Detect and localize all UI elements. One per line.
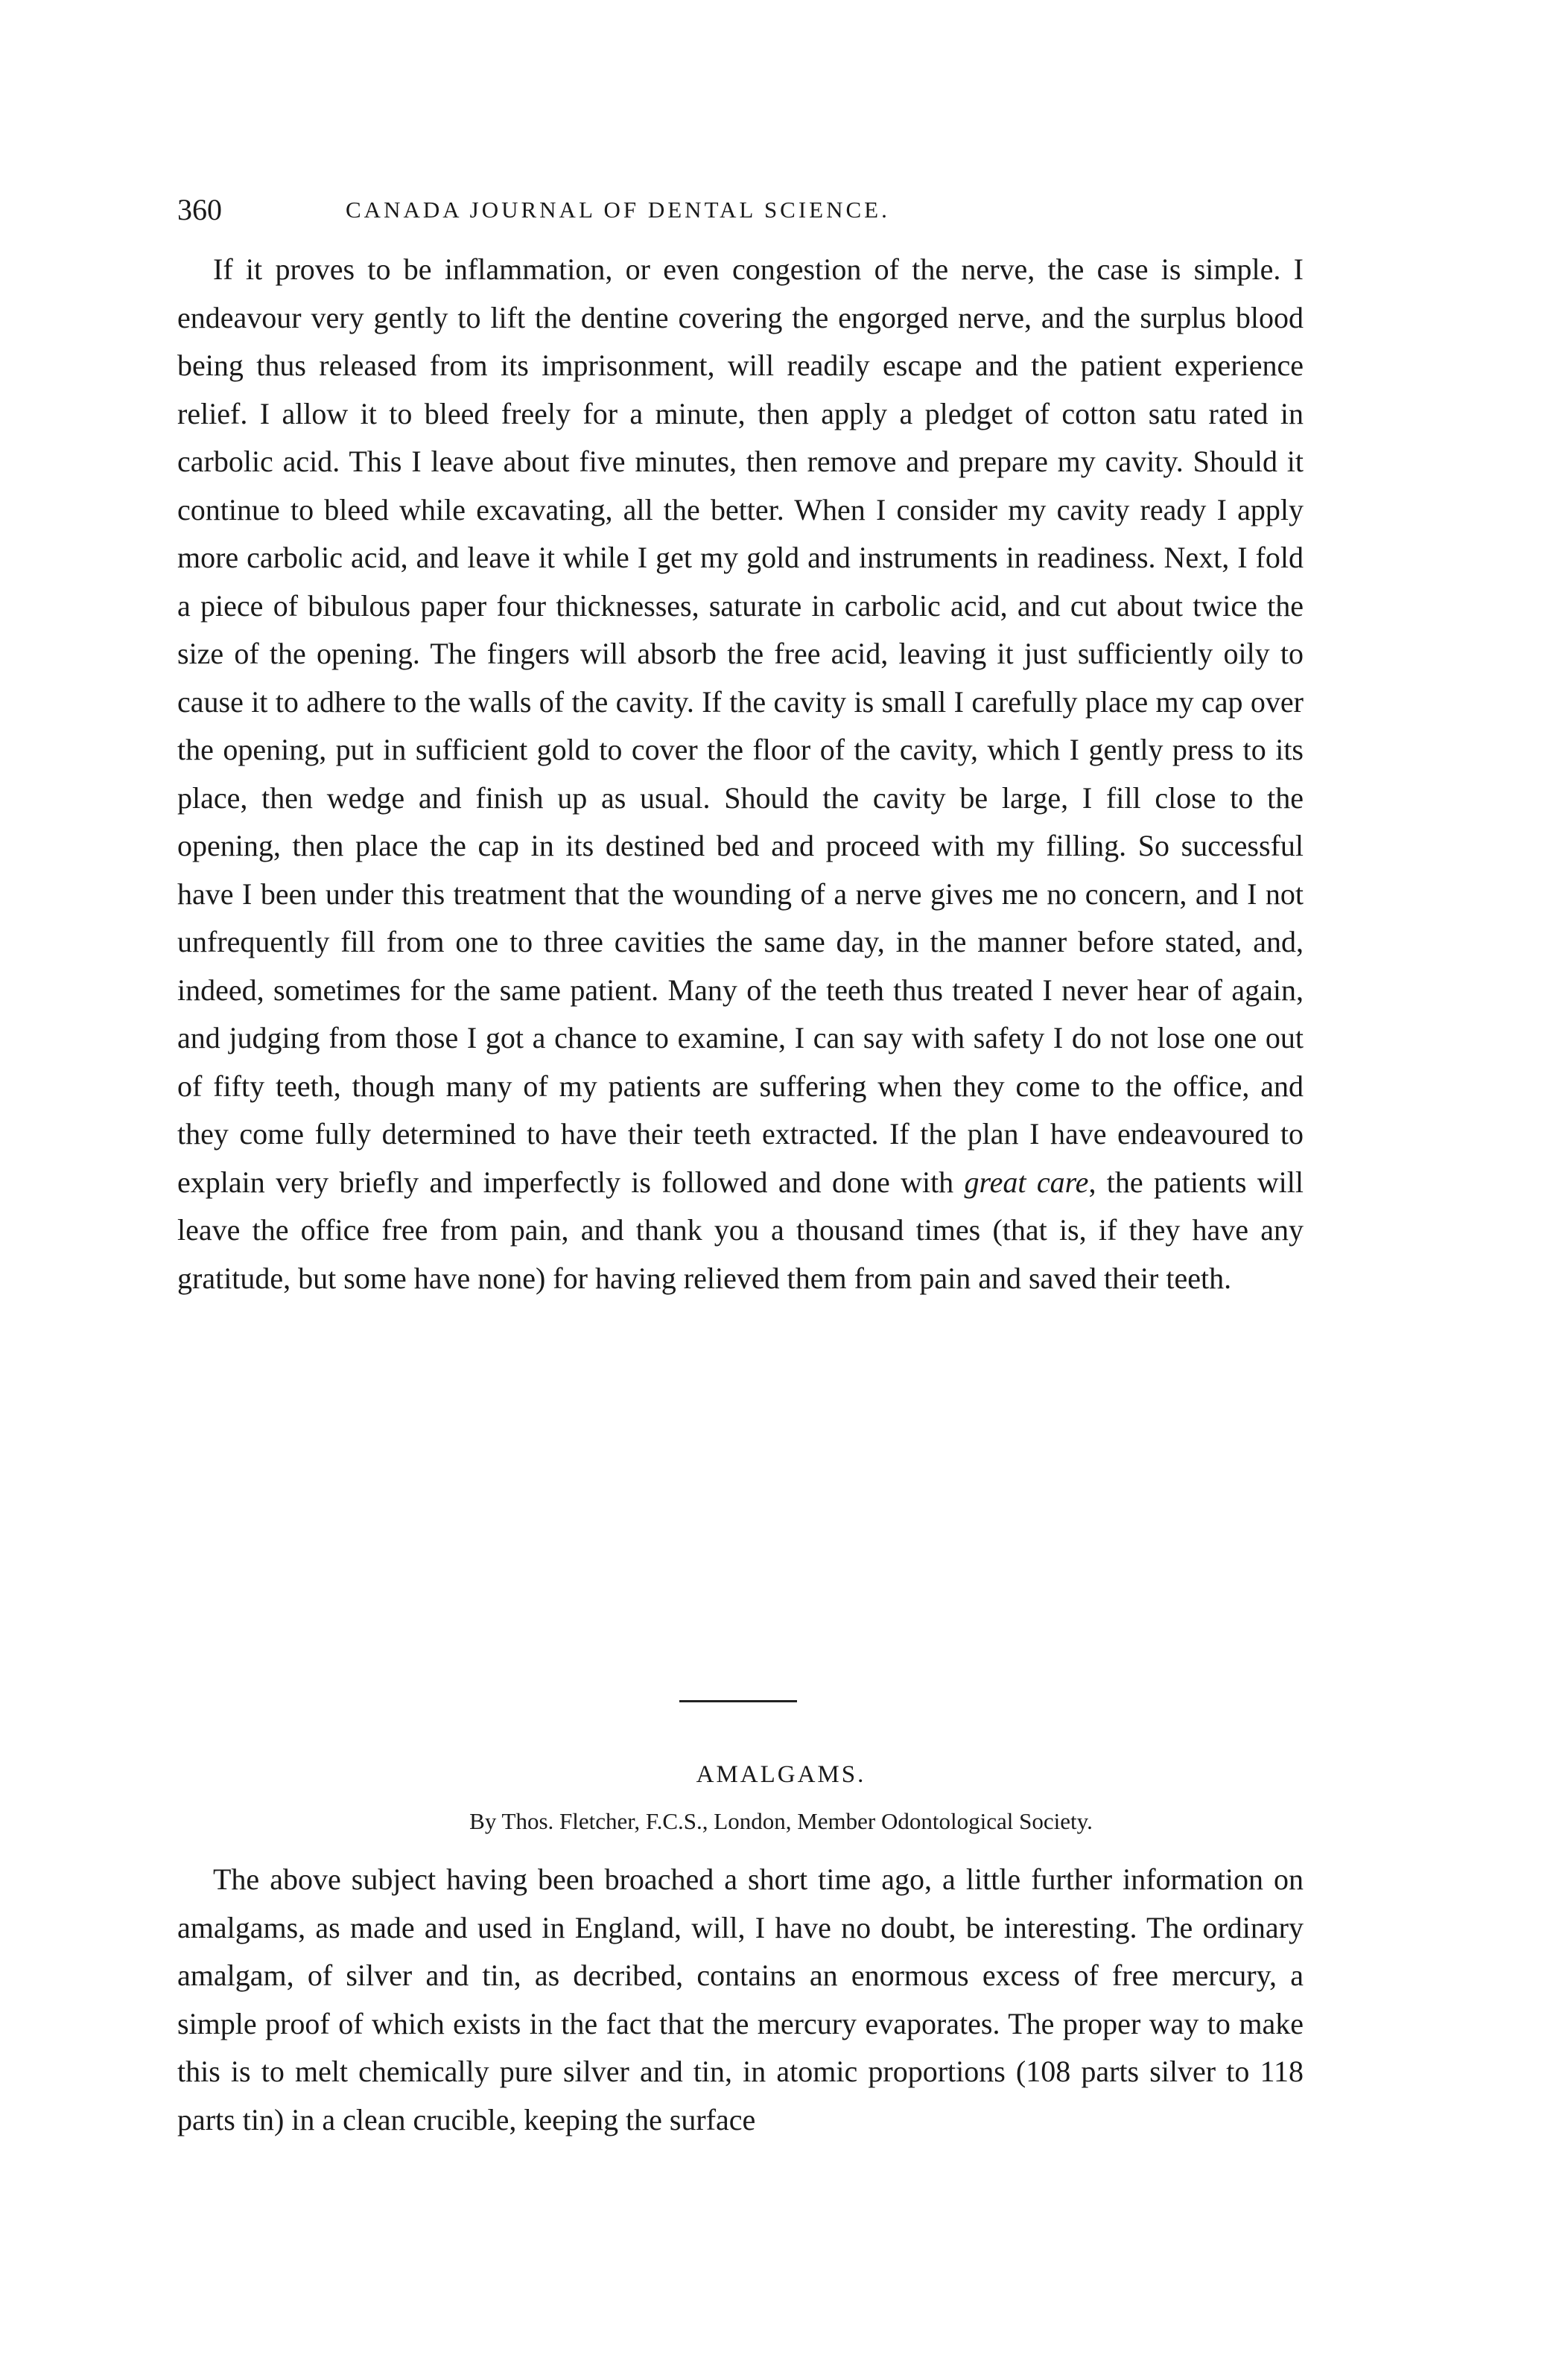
article-byline: By Thos. Fletcher, F.C.S., London, Member Odontological Society.: [469, 1808, 1093, 1834]
page-number: 360: [177, 193, 222, 226]
section-divider-rule: [679, 1700, 797, 1702]
paragraph-text-end: , the patients will leave the office free from pain, and thank you a thousand times (that is, if they have any gratitude, but some have none) for having relieved them from pain and saved their teeth.: [177, 1165, 1304, 1295]
journal-title: CANADA JOURNAL OF DENTAL SCIENCE.: [346, 197, 890, 223]
running-head: [177, 192, 1309, 237]
article-title: AMALGAMS.: [696, 1761, 866, 1788]
continued-paragraph: [177, 246, 1304, 1302]
article-first-paragraph: The above subject having been broached a short time ago, a little further information on amalgams, as made and used in England, will, I have no doubt, be interesting. The ordinary amalgam, of silver and tin, as decribed, contains an enormous excess of free mercury, a simple proof of which exists in the fact that the mercury evaporates. The proper way to make this is to melt chemically pure silver and tin, in atomic proportions (108 parts silver to 118 parts tin) in a clean crucible, keeping the surface: [177, 1862, 1304, 2136]
paragraph-text-start: If it proves to be inflammation, or even congestion of the nerve, the case is simple. I endeavour very gently to lift the dentine covering the engorged nerve, and the surplus blood being thus released from its imprisonment, will readily escape and the patient experience relief. I allow it to bleed freely for a minute, then apply a pledget of cotton satu rated in carbolic acid. This I leave about five minutes, then remove and prepare my cavity. Should it continue to bleed while excavating, all the better. When I consider my cavity ready I apply more carbolic acid, and leave it while I get my gold and instruments in readiness. Next, I fold a piece of bibulous paper four thicknesses, saturate in carbolic acid, and cut about twice the size of the opening. The fingers will absorb the free acid, leaving it just sufficiently oily to cause it to adhere to the walls of the cavity. If the cavity is small I carefully place my cap over the opening, put in sufficient gold to cover the floor of the cavity, which I gently press to its place, then wedge and finish up as usual. Should the cavity be large, I fill close to the opening, then place the cap in its destined bed and proceed with my filling. So successful have I been under this treatment that the wounding of a nerve gives me no concern, and I not unfrequently fill from one to three cavities the same day, in the manner before stated, and, indeed, sometimes for the same patient. Many of the teeth thus treated I never hear of again, and judging from those I got a chance to examine, I can say with safety I do not lose one out of fifty teeth, though many of my patients are suffering when they come to the office, and they come fully determined to have their teeth extracted. If the plan I have endeavoured to explain very briefly and imperfectly is followed and done with: [177, 252, 1304, 1199]
emphasis-great-care: great care: [964, 1165, 1089, 1199]
